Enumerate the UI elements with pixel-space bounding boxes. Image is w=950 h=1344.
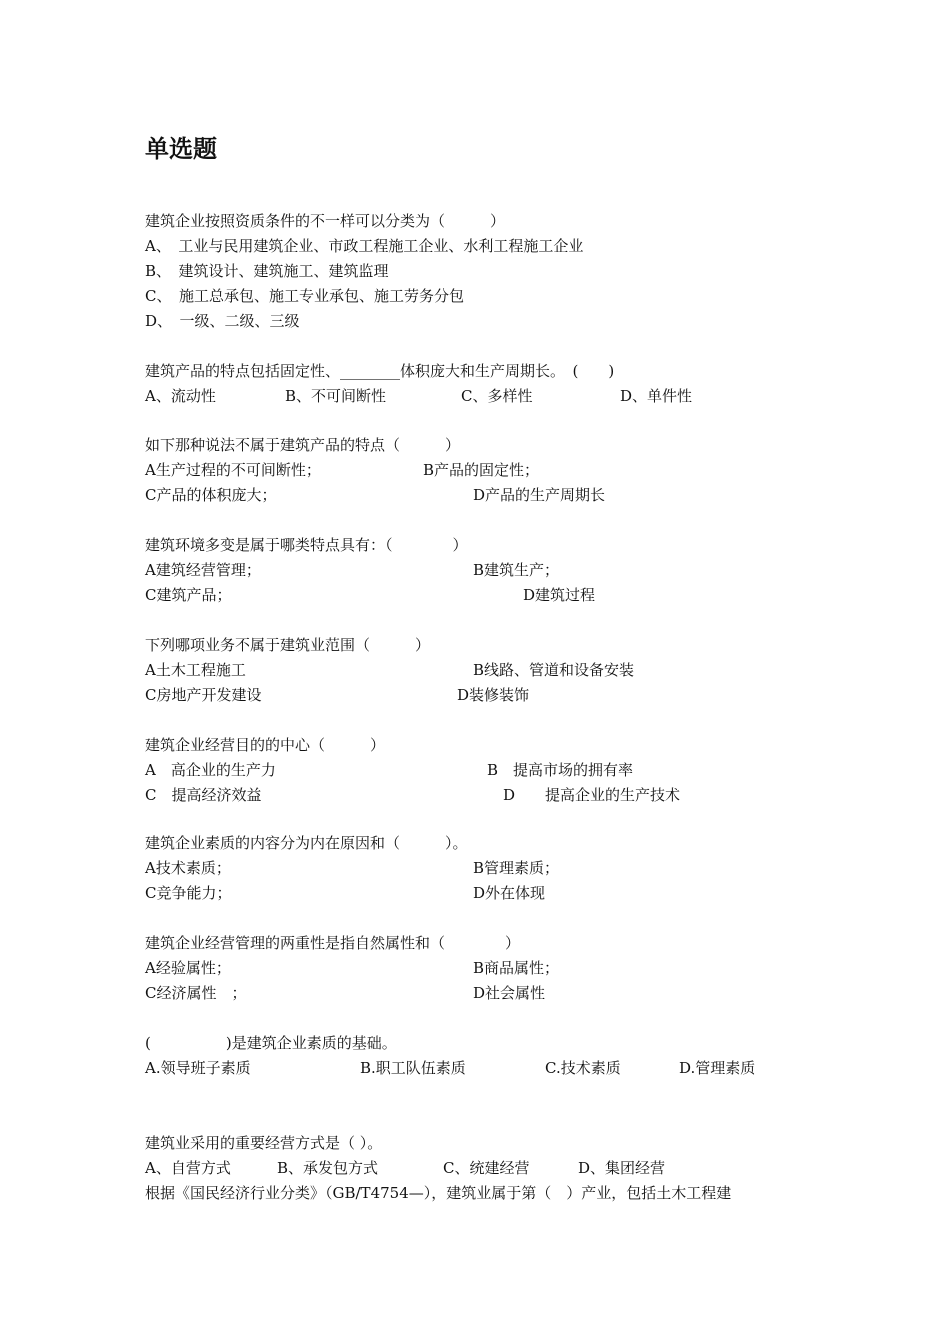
option-a: A、自营方式	[145, 1159, 231, 1177]
option-b: D装修装饰	[457, 686, 530, 704]
option-a: C产品的体积庞大；	[145, 486, 277, 504]
option-row	[145, 956, 560, 981]
question-stem: 建筑企业经营目的的中心（ ）	[145, 736, 386, 754]
option-a: C经济属性 ；	[145, 984, 247, 1002]
question-8	[145, 931, 560, 1006]
question-stem: 建筑产品的特点包括固定性、________体积庞大和生产周期长。 ( )	[145, 362, 615, 380]
option-row	[145, 658, 635, 683]
option-c: C.技术素质	[545, 1059, 621, 1077]
question-2	[145, 359, 693, 409]
question-stem: 如下那种说法不属于建筑产品的特点（ ）	[145, 436, 461, 454]
option-b: B、 建筑设计、建筑施工、建筑监理	[145, 262, 389, 280]
option-row	[145, 483, 606, 508]
question-10	[145, 1131, 666, 1181]
option-row	[145, 758, 634, 783]
option-b: D建筑过程	[523, 586, 596, 604]
option-row	[145, 783, 681, 808]
option-d: D、 一级、二级、三级	[145, 312, 300, 330]
question-6	[145, 733, 681, 808]
question-stem: 下列哪项业务不属于建筑业范围（ ）	[145, 636, 431, 654]
question-7	[145, 831, 560, 906]
option-d: D.管理素质	[679, 1059, 756, 1077]
option-a: A技术素质；	[145, 859, 231, 877]
option-row	[145, 881, 546, 906]
option-b: D社会属性	[473, 984, 546, 1002]
option-a: A、 工业与民用建筑企业、市政工程施工企业、水利工程施工企业	[145, 237, 584, 255]
question-stem: 根据《国民经济行业分类》（GB/T4754—），建筑业属于第（ ）产业，包括土木工程建	[145, 1184, 732, 1202]
option-row	[145, 856, 560, 881]
question-4	[145, 533, 596, 608]
option-a: C建筑产品；	[145, 586, 232, 604]
option-b: D产品的生产周期长	[473, 486, 606, 504]
question-stem: 建筑环境多变是属于哪类特点具有：（ ）	[145, 536, 468, 554]
question-5	[145, 633, 635, 708]
option-a: C 提高经济效益	[145, 786, 262, 804]
question-stem: 建筑企业按照资质条件的不一样可以分类为（ ）	[145, 212, 506, 230]
option-b: B产品的固定性；	[423, 461, 540, 479]
question-11	[145, 1181, 731, 1206]
question-stem: ( )是建筑企业素质的基础。	[145, 1034, 397, 1052]
option-row	[145, 558, 560, 583]
option-row	[145, 1156, 666, 1181]
page-title: 单选题	[145, 134, 217, 163]
option-b: B.职工队伍素质	[360, 1059, 466, 1077]
option-row	[145, 683, 530, 708]
option-b: B 提高市场的拥有率	[487, 761, 634, 779]
option-a: A、流动性	[145, 387, 216, 405]
option-a: A经验属性；	[145, 959, 231, 977]
option-a: A生产过程的不可间断性；	[145, 461, 321, 479]
option-row	[145, 309, 505, 334]
question-9	[145, 1031, 756, 1081]
question-stem: 建筑业采用的重要经营方式是（ ）。	[145, 1134, 383, 1152]
option-b: B商品属性；	[473, 959, 560, 977]
option-b: B建筑生产；	[473, 561, 560, 579]
option-a: A土木工程施工	[145, 661, 246, 679]
option-row	[145, 981, 546, 1006]
option-b: B、承发包方式	[277, 1159, 379, 1177]
option-a: A.领导班子素质	[145, 1059, 251, 1077]
question-stem: 建筑企业经营管理的两重性是指自然属性和（ ）	[145, 934, 521, 952]
option-row	[145, 384, 693, 409]
option-b: B、不可间断性	[285, 387, 387, 405]
option-a: C房地产开发建设	[145, 686, 262, 704]
option-a: C竞争能力；	[145, 884, 232, 902]
option-a: A建筑经营管理；	[145, 561, 261, 579]
option-c: C、统建经营	[443, 1159, 530, 1177]
question-stem: 建筑企业素质的内容分为内在原因和（ ）。	[145, 834, 468, 852]
option-d: D、集团经营	[578, 1159, 666, 1177]
option-b: B管理素质；	[473, 859, 560, 877]
option-row	[145, 458, 540, 483]
option-a: A 高企业的生产力	[145, 761, 276, 779]
option-row	[145, 1056, 756, 1081]
option-b: B线路、管道和设备安装	[473, 661, 635, 679]
option-row	[145, 259, 505, 284]
option-c: C、 施工总承包、施工专业承包、施工劳务分包	[145, 287, 464, 305]
option-row	[145, 234, 584, 259]
question-1	[145, 209, 584, 334]
option-row	[145, 583, 596, 608]
question-3	[145, 433, 606, 508]
option-b: D 提高企业的生产技术	[503, 786, 681, 804]
option-c: C、多样性	[461, 387, 533, 405]
option-row	[145, 284, 505, 309]
option-d: D、单件性	[620, 387, 693, 405]
option-b: D外在体现	[473, 884, 546, 902]
